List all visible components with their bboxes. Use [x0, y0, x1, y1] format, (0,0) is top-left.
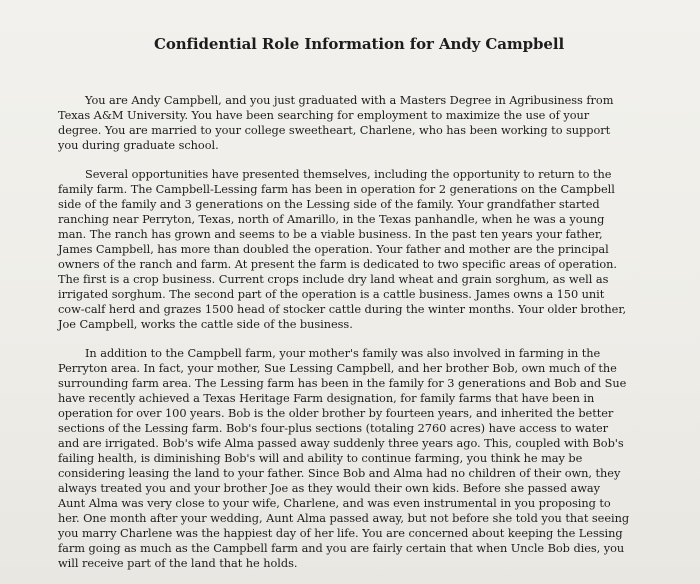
paragraph-family-farm: Several opportunities have presented themselves, including the opportunity to return to the family farm. The Campbell-Lessing farm has been in operation for 2 generations on the Campbell side of the family and 3 generations on the Lessing side of the family. Your grandfather started ranching near Perryton, Texas, north of Amarillo, in the Texas panhandle, when he was a young man. The ranch has grown and seems to be a viable business. In the past ten years your father, James Campbell, has more than doubled the operation. Your father and mother are the principal owners of the ranch and farm. At present the farm is dedicated to two specific areas of operation. The first is a crop business. Current crops include dry land wheat and grain sorghum, as well as irrigated sorghum. The second part of the operation is a cattle business. James owns a 150 unit cow-calf herd and grazes 1500 head of stocker cattle during the winter months. Your older brother, Joe Campbell, works the cattle side of the business. — [58, 167, 627, 332]
document-title: Confidential Role Information for Andy Campbell — [154, 35, 565, 53]
paragraph-introduction: You are Andy Campbell, and you just graduated with a Masters Degree in Agribusiness from Texas A&M University. You have been searching for employment to maximize the use of your degree. You are married to your college sweetheart, Charlene, who has been working to support you during graduate school. — [58, 93, 614, 153]
paragraph-lessing-farm: In addition to the Campbell farm, your mother's family was also involved in farming in the Perryton area. In fact, your mother, Sue Lessing Campbell, and her brother Bob, own much of the surrounding farm area. The Lessing farm has been in the family for 3 generations and Bob and Sue have recently achieved a Texas Heritage Farm designation, for family farms that have been in operation for over 100 years. Bob is the older brother by fourteen years, and inherited the better sections of the Lessing farm. Bob's four-plus sections (totaling 2760 acres) have access to water and are irrigated. Bob's wife Alma passed away suddenly three years ago. This, coupled with Bob's failing health, is diminishing Bob's will and ability to continue farming, you think he may be considering leasing the land to your father. Since Bob and Alma had no children of their own, they always treated you and your brother Joe as they would their own kids. Before she passed away Aunt Alma was very close to your wife, Charlene, and was even instrumental in you proposing to her. One month after your wedding, Aunt Alma passed away, but not before she told you that seeing you marry Charlene was the happiest day of her life. You are concerned about keeping the Lessing farm going as much as the Campbell farm and you are fairly certain that when Uncle Bob dies, you will receive part of the land that he holds. — [58, 346, 630, 571]
